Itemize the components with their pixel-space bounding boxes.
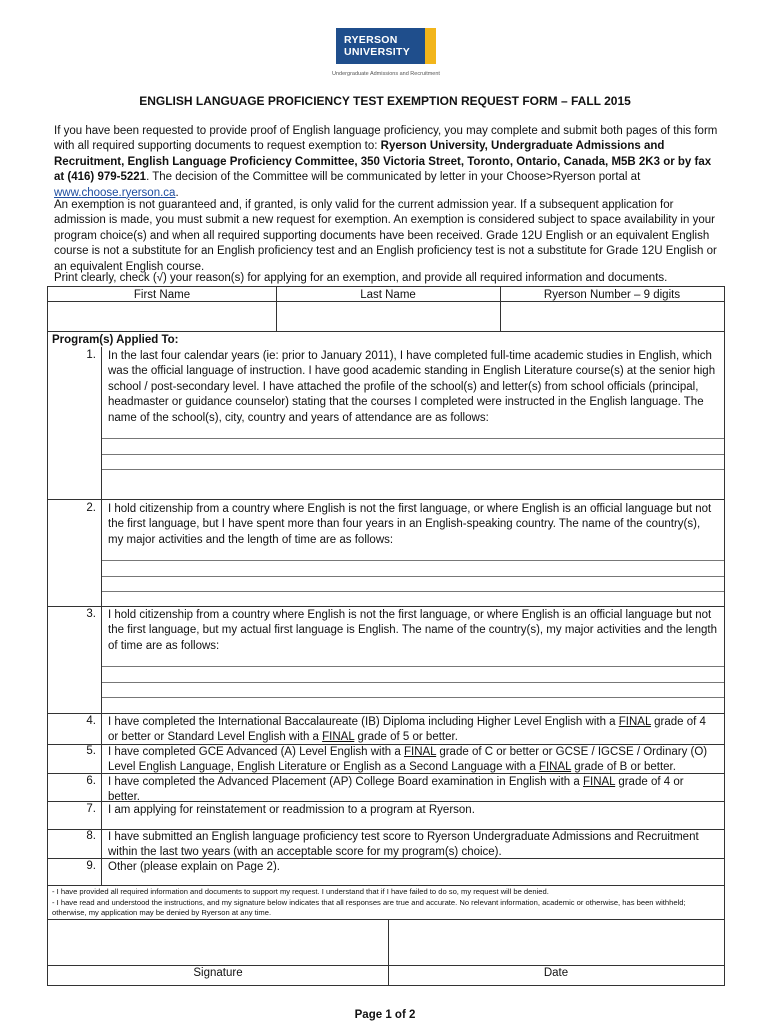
ryerson-number-field[interactable] — [501, 302, 723, 330]
signature-label: Signature — [193, 967, 243, 979]
item-6-text-b: grade of 4 or better. — [108, 776, 684, 804]
last-name-header: Last Name — [360, 289, 416, 301]
checkbox-column-divider — [101, 347, 102, 885]
item-4-text-c: grade of 5 or better. — [354, 731, 458, 744]
item-2-bottom — [48, 606, 724, 607]
first-name-field[interactable] — [49, 302, 275, 330]
page-number: Page 1 of 2 — [354, 1009, 416, 1021]
item-3-line-1[interactable] — [102, 666, 724, 667]
intro-p1-end: . — [175, 186, 179, 199]
portal-link[interactable]: www.choose.ryerson.ca — [54, 186, 176, 199]
checkbox-1[interactable] — [49, 349, 100, 499]
checkbox-3[interactable] — [49, 607, 100, 713]
item-1-line-3[interactable] — [102, 469, 724, 470]
logo-gold-bar — [425, 28, 436, 64]
item-1-line-2[interactable] — [102, 454, 724, 455]
item-4-text-b: grade of 4 or better or Standard Level English with a — [108, 716, 706, 744]
item-5-text-a: I have completed GCE Advanced (A) Level English with a — [108, 746, 404, 758]
item-4-number: 4. — [86, 715, 96, 727]
item-8-number: 8. — [86, 830, 96, 842]
item-9-bottom — [48, 885, 724, 886]
date-label: Date — [543, 967, 569, 979]
item-6-final: FINAL — [582, 776, 616, 788]
logo-subtitle: Undergraduate Admissions and Recruitment — [332, 71, 440, 77]
programs-applied-label: Program(s) Applied To: — [52, 334, 179, 346]
ryerson-logo — [336, 28, 436, 64]
intro-paragraph-2: An exemption is not guaranteed and, if granted, is only valid for the current admission year. If a subsequent application for admission is made, you must submit a new request for exemption. An exemption is considered subject to space availability in your program choice(s) and when all required supporting documents have been received. Grade 12U English or an equivalent English course is not a substitute for an English proficiency test and an English proficiency test is not a substitute for Grade 12U English or an equivalent English course. — [54, 199, 717, 273]
signature-field[interactable] — [49, 920, 387, 964]
item-1-text: In the last four calendar years (ie: prior to January 2011), I have completed full-time academic studies in English, which was the official language of instruction. I have good academic standing in English Literature course(s) at the senior high school / post-secondary level. I have attached the profile of the school(s) and letter(s) from school officials (principal, headmaster or guidance counselor) stating that the courses I completed were instructed in the English language. The name of the school(s), city, country and years of attendance are as follows: — [108, 350, 716, 424]
declaration-1: - I have provided all required information and documents to support my request. I understand that if I have failed to do so, my request will be denied. — [52, 887, 549, 896]
instructions-line: Print clearly, check (√) your reason(s) for applying for an exemption, and provide all required information and documents. — [54, 272, 668, 284]
item-3-text: I hold citizenship from a country where English is not the first language, or where English is an official language but not the first language, but my actual first language is English. The name of the country(s), my major activities and the length of time are as follows: — [108, 609, 717, 652]
item-1-bottom — [48, 499, 724, 500]
item-6-text-a: I have completed the Advanced Placement (AP) College Board examination in English with a — [108, 776, 583, 788]
item-7-text: I am applying for reinstatement or readmission to a program at Ryerson. — [108, 804, 475, 816]
last-name-field[interactable] — [277, 302, 499, 330]
item-4-final-2: FINAL — [322, 731, 355, 744]
checkbox-2[interactable] — [49, 500, 100, 606]
first-name-header: First Name — [133, 289, 191, 301]
intro-p1-address: Ryerson University, Undergraduate Admissions and Recruitment, English Language Proficiency Committee, 350 Victoria Street, Toronto, Ontario, Canada, M5B 2K3 or by fax at (416) 979-5221 — [54, 140, 712, 184]
signature-row-line — [48, 965, 724, 966]
name-row-bottom — [48, 331, 724, 332]
item-9-text: Other (please explain on Page 2). — [108, 861, 280, 873]
logo-line-2: UNIVERSITY — [344, 46, 411, 58]
item-5-text-b: grade of C or better or GCSE / IGCSE / Ordinary (O) Level English Language, English Literature or English as a Second Language with a — [108, 746, 708, 774]
item-3-line-3[interactable] — [102, 697, 724, 698]
item-8-text: I have submitted an English language proficiency test score to Ryerson Undergraduate Admissions and Recruitment within the last two years (with an acceptable score for my program(s) choice). — [108, 831, 699, 859]
item-5-bottom — [48, 773, 724, 774]
item-8-bottom — [48, 858, 724, 859]
item-5-final-1: FINAL — [403, 746, 437, 758]
item-7-number: 7. — [86, 803, 96, 815]
item-2-text: I hold citizenship from a country where English is not the first language, or where English is an official language but not the first language, but I have spent more than four years in an English-speaking country. The name of the country(s), my major activities and the length of time are as follows: — [108, 503, 712, 546]
logo-line-1: RYERSON — [344, 34, 398, 46]
item-2-line-2[interactable] — [102, 576, 724, 577]
item-4-final-1: FINAL — [618, 716, 651, 728]
declaration-2: - I have read and understood the instructions, and my signature below indicates that all responses are true and accurate. No relevant information, academic or otherwise, has been withheld; otherwise, my application may be denied by Ryerson at any time. — [52, 898, 686, 918]
item-1-number: 1. — [86, 349, 96, 361]
item-2-line-3[interactable] — [102, 591, 724, 592]
item-4-text — [108, 715, 718, 746]
intro-p1-text-b: . The decision of the Committee will be communicated by letter in your Choose>Ryerson portal at — [146, 171, 641, 184]
item-5-text-c: grade of B or better. — [571, 761, 676, 774]
item-2-number: 2. — [86, 502, 96, 514]
item-6-number: 6. — [86, 775, 96, 787]
intro-p1-text-a: If you have been requested to provide proof of English language proficiency, you may complete and submit both pages of this form with all required supporting documents to request exemption to: — [54, 125, 718, 153]
date-field[interactable] — [389, 920, 723, 964]
item-6-bottom — [48, 801, 724, 802]
exemption-form-table — [47, 286, 725, 986]
item-5-text — [108, 745, 718, 776]
intro-paragraph-1 — [54, 124, 720, 201]
item-4-text-a: I have completed the International Baccalaureate (IB) Diploma including Higher Level English with a — [108, 716, 619, 728]
item-3-number: 3. — [86, 608, 96, 620]
item-3-line-2[interactable] — [102, 682, 724, 683]
item-9-number: 9. — [86, 860, 96, 872]
item-2-line-1[interactable] — [102, 560, 724, 561]
item-1-line-1[interactable] — [102, 438, 724, 439]
item-5-number: 5. — [86, 745, 96, 757]
item-5-final-2: FINAL — [538, 761, 572, 774]
ryerson-number-header: Ryerson Number – 9 digits — [543, 289, 681, 301]
item-3-bottom — [48, 713, 724, 714]
form-title: ENGLISH LANGUAGE PROFICIENCY TEST EXEMPTION REQUEST FORM – FALL 2015 — [139, 94, 631, 108]
